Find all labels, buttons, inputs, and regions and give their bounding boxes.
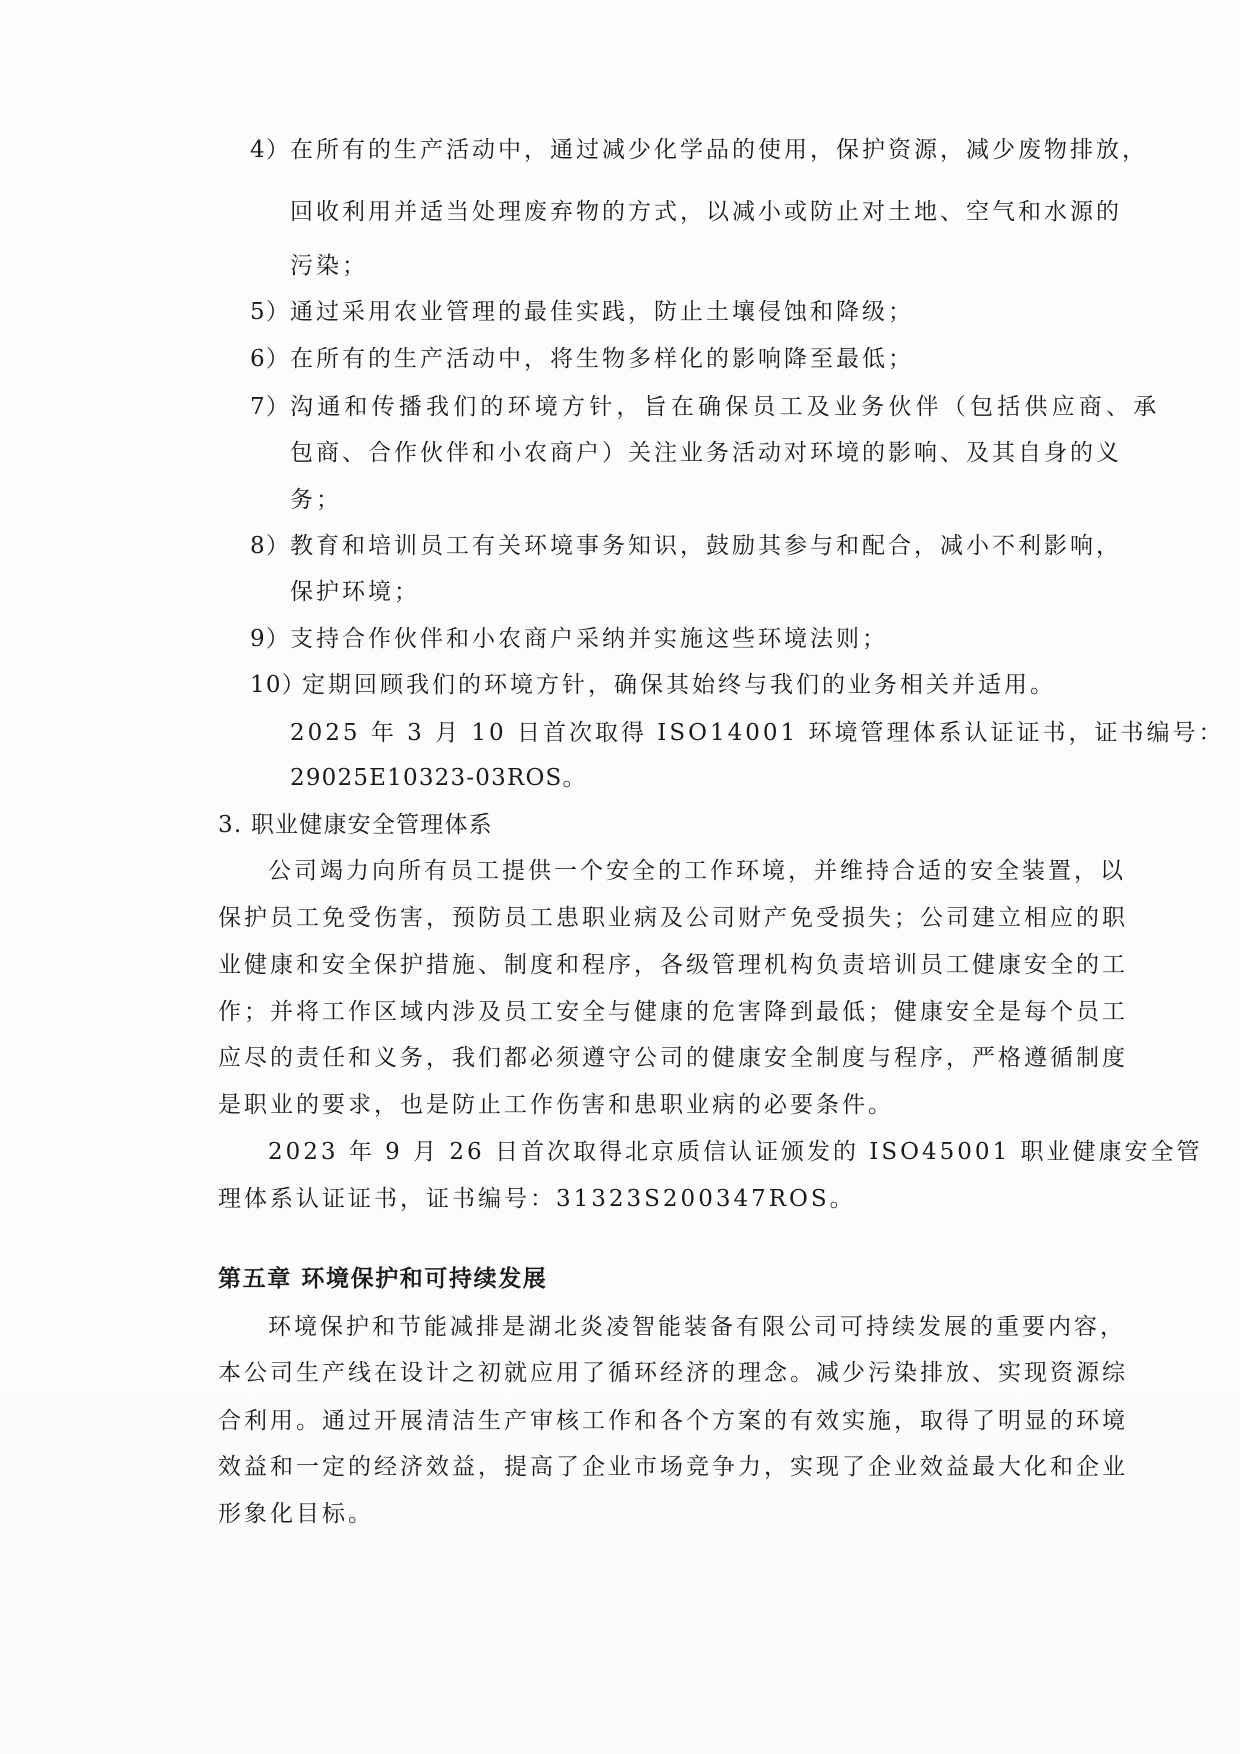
chapter5-heading: 第五章 环境保护和可持续发展: [218, 1265, 548, 1292]
section3-paragraph-line-5: 应尽的责任和义务，我们都必须遵守公司的健康安全制度与程序，严格遵循制度: [218, 1045, 1128, 1071]
env-item-8-line-2: 保护环境；: [290, 579, 420, 605]
env-item-8-number: 8）: [250, 533, 291, 559]
env-item-7-number: 7）: [250, 394, 291, 420]
env-item-8-line-1: 教育和培训员工有关环境事务知识，鼓励其参与和配合，减小不利影响，: [290, 533, 1122, 559]
section3-paragraph-line-6: 是职业的要求，也是防止工作伤害和患职业病的必要条件。: [218, 1092, 894, 1118]
env-item-7-line-3: 务；: [290, 487, 342, 513]
env-item-6-number: 6）: [250, 346, 291, 372]
section3-paragraph-line-1: 公司竭力向所有员工提供一个安全的工作环境，并维持合适的安全装置，以: [268, 858, 1126, 884]
env-item-10-number: 10）: [250, 672, 306, 698]
section3-paragraph-line-3: 业健康和安全保护措施、制度和程序，各级管理机构负责培训员工健康安全的工: [218, 952, 1128, 978]
env-item-4-line-2: 回收利用并适当处理废弃物的方式，以减小或防止对土地、空气和水源的: [290, 199, 1122, 225]
chapter5-paragraph-line-5: 形象化目标。: [218, 1501, 374, 1527]
section3-paragraph-line-2: 保护员工免受伤害，预防员工患职业病及公司财产免受损失；公司建立相应的职: [218, 905, 1128, 931]
iso45001-cert-line-2: 理体系认证证书，证书编号：31323S200347ROS。: [218, 1186, 856, 1212]
iso14001-cert-line-2: 29025E10323-03ROS。: [290, 765, 587, 791]
env-item-4-line-1: 在所有的生产活动中，通过减少化学品的使用，保护资源，减少废物排放，: [290, 137, 1148, 163]
env-item-7-line-1: 沟通和传播我们的环境方针，旨在确保员工及业务伙伴（包括供应商、承: [290, 394, 1161, 420]
chapter5-paragraph-line-3: 合利用。通过开展清洁生产审核工作和各个方案的有效实施，取得了明显的环境: [218, 1408, 1128, 1434]
env-item-9-number: 9）: [250, 626, 291, 652]
chapter5-paragraph-line-1: 环境保护和节能减排是湖北炎凌智能装备有限公司可持续发展的重要内容，: [268, 1314, 1126, 1340]
env-item-9-line-1: 支持合作伙伴和小农商户采纳并实施这些环境法则；: [290, 626, 888, 652]
env-item-6-line-1: 在所有的生产活动中，将生物多样化的影响降至最低；: [290, 346, 914, 372]
iso14001-cert-line-1: 2025 年 3 月 10 日首次取得 ISO14001 环境管理体系认证证书，证书编号：: [290, 720, 1225, 746]
chapter5-paragraph-line-2: 本公司生产线在设计之初就应用了循环经济的理念。减少污染排放、实现资源综: [218, 1360, 1128, 1386]
section3-heading: 3. 职业健康安全管理体系: [218, 812, 493, 838]
chapter5-paragraph-line-4: 效益和一定的经济效益，提高了企业市场竞争力，实现了企业效益最大化和企业: [218, 1454, 1128, 1480]
env-item-10-line-1: 定期回顾我们的环境方针，确保其始终与我们的业务相关并适用。: [302, 672, 1056, 698]
env-item-7-line-2: 包商、合作伙伴和小农商户）关注业务活动对环境的影响、及其自身的义: [290, 440, 1122, 466]
env-item-5-number: 5）: [250, 299, 291, 325]
env-item-5-line-1: 通过采用农业管理的最佳实践，防止土壤侵蚀和降级；: [290, 299, 914, 325]
env-item-4-number: 4）: [250, 137, 291, 163]
section3-paragraph-line-4: 作；并将工作区域内涉及员工安全与健康的危害降到最低；健康安全是每个员工: [218, 999, 1128, 1025]
iso45001-cert-line-1: 2023 年 9 月 26 日首次取得北京质信认证颁发的 ISO45001 职业健康安全管: [268, 1139, 1203, 1165]
env-item-4-line-3: 污染；: [290, 253, 368, 279]
